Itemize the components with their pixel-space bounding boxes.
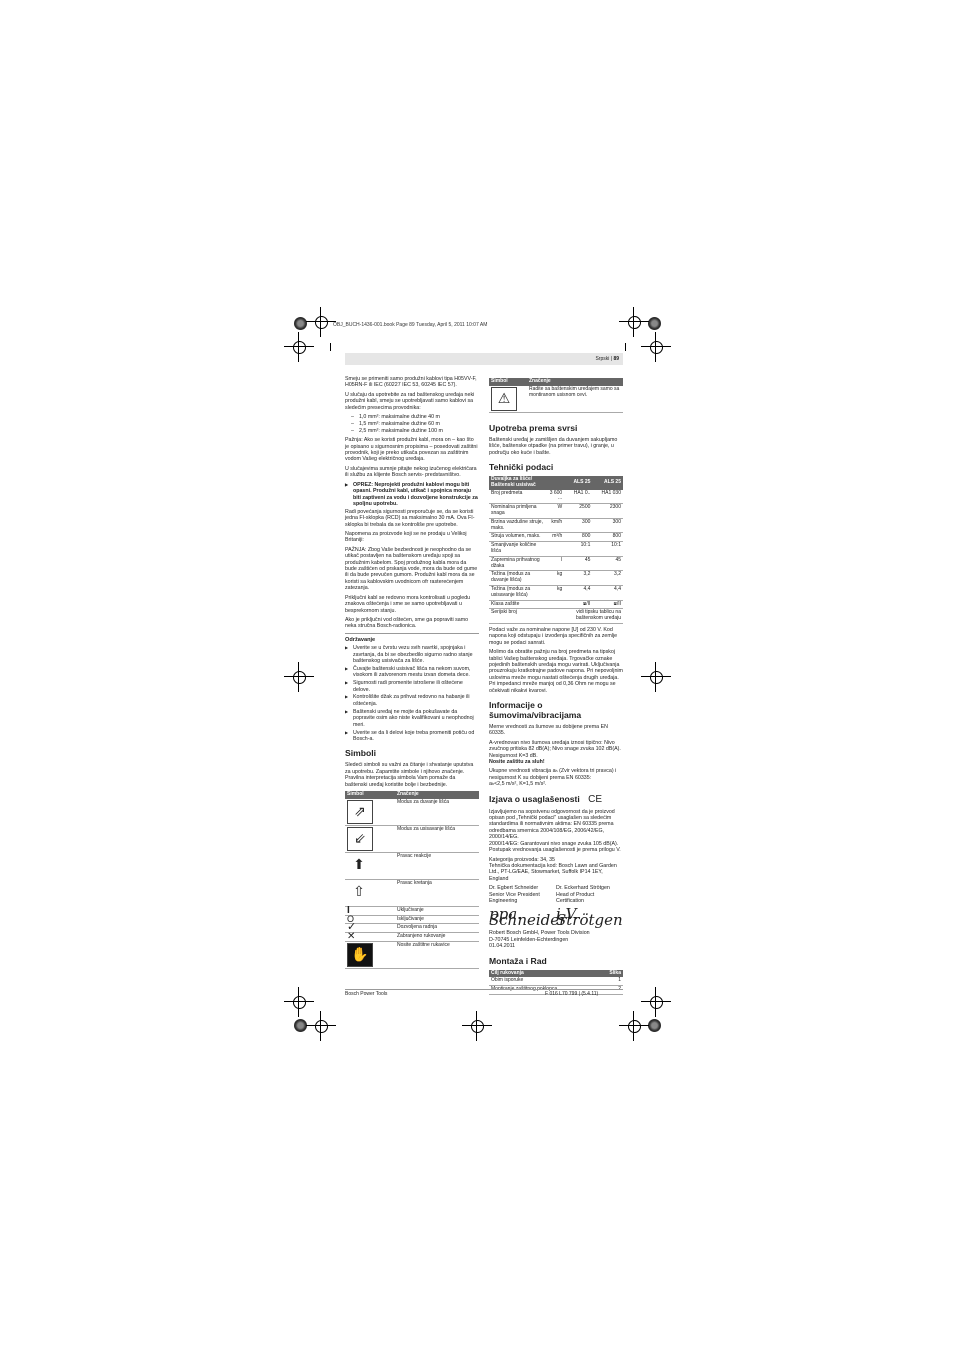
warning-item: ▶ OPREZ: Neprojekti produžni kablovi mogu biti opasni. Produžni kabl, utikač i spojnica moraju biti zaptiveni za vodu i dozvoljene konstrukcije za spoljnu upotrebu. [345,482,479,508]
tech-value: 800 [564,533,592,542]
col-header: Značenje [395,791,479,799]
symbols-intro: Sledeći simboli su važni za čitanje i shvatanje uputstva za upotrebu. Zapamtite simbole i njihovo značenje. Pravilna interpretacija simbola Vam pomaže da baštenski uređaj koristite bolje i bezbednije. [345,762,474,788]
conf-4: Tehnička dokumentacija kod: Bosch Lawn and Garden Ltd., PT-LG/EAE, Stowmarket, Suffolk IP14 1EY, England [489,862,617,882]
tech-value: 45 [592,556,623,571]
tech-value [546,542,564,557]
noise-title: Informacije o šumovima/vibracijama [489,700,582,721]
page-tab: Srpski | 89 [345,353,623,365]
mounted-pipes-icon: ⚠ [491,387,517,411]
signer-role: Senior Vice President [489,891,540,898]
trim-line-top [330,343,331,351]
tech-note-1: Podaci važe za nominalne napone [U] od 230 V. Kod napona koji odstupaju i izvođenja specifičnih za zemlje mogu se podaci sanrati. [489,626,618,646]
maint-item: ▶ Čuvajte baštenski usisivač lišća na nekom suvom, visokom ili zatvorenom mestu izvan dometa dece. [345,666,479,679]
symbol-meaning: Uključivanje [395,906,479,915]
tech-value: 3 600 ... [546,490,564,504]
signer-name: Dr. Eckerhard Strötgen [556,885,610,892]
signatures [489,904,623,930]
table-row [489,386,623,413]
symbol-meaning: Radite sa baštenskim uređajem samo sa montiranom usisnom cevi. [527,386,623,413]
conf-1: Izjavljujemo na sopstvenu odgovornost da je proizvod opisan pod „Tehnički podaci" usaglašen sa sledećim standardima ili normativnim aktima: EN 60335 prema odredbama smernica 2004/108/EG, 2006/42/EG, 2000/14/EG. [489,808,615,841]
tech-note-2: Molimo da obratite pažnju na broj predmeta na tipskoj tablici Vašeg baštenskog uređaja. Trgovačke oznake pojedinih baštenskih uređaja mogu varirati. Uključivanja prouzrokuju kratkotrajne padove napona. Pri nepovoljnim uslovima mreže mogu nastati oštećenja drugih uređaja. Pri impedanci mreže manjoj od 0,36 Ohm ne mogu se očekivati nikakvi kvarovi. [489,649,623,694]
reg-mark-side-tl [284,332,314,362]
use-text: Baštenski uređaj je zamišljen da duvanjem sakupljamo lišće, baštenske otpadke (na primer travu), i granje, u području oko kuće i bašte. [489,436,618,456]
tech-value [546,609,564,624]
tech-value: 2500 [564,504,592,519]
trim-line-top-r [625,343,626,351]
company-line: Robert Bosch GmbH, Power Tools Division [489,930,590,937]
wear-gloves-icon: ✋ [347,943,373,967]
cable-item: – 1,0 mm²: maksimalne dužine 40 m [345,414,479,420]
maint-item: ▶ Baštenski uređaj ne mojte da pokušavate da popravite osim ako niste kvalifikovani u neophodnoj meri. [345,709,479,728]
noise-5: aₕ<2,5 m/s², K=1,5 m/s². [489,781,547,788]
table-row [489,504,623,519]
para-7: Ako je priključni vod oštećen, sme ga popraviti samo neka stručna Bosch-radionica. [345,616,469,630]
company-line: 01.04.2011 [489,943,516,950]
table-row [489,571,623,586]
para-6: Priključni kabl se redovno mora kontrolisati u pogledu znakova oštećenja i sme se samo upotrebljavati u besprekornom stanju. [345,594,471,614]
symbols-title: Simboli [345,748,377,759]
table-row [345,906,479,915]
para-4: Napomena za proizvode koji se ne prodaju u Velikoj Britaniji: [345,531,467,544]
para-2: U slučajevima sumnje pitajte nekog izučenog električara ili službu za klijente Bosch servis- predstavništvo. [345,465,477,479]
symbols-table [345,791,479,969]
tech-value: HA1 0.. [564,490,592,504]
symbol-meaning: Dozvoljena radnja [395,924,479,933]
maintenance-title: Održavanje [345,636,376,643]
table-row [345,941,479,968]
tech-value: ⧈/II [592,600,623,609]
symbol-meaning: Pravac reakcije [395,852,479,879]
vacuum-mode-icon: ⇙ [347,827,373,851]
tech-value: 300 [564,518,592,533]
table-row [489,518,623,533]
signer-name: Dr. Egbert Schneider [489,885,539,892]
tech-value: km/h [546,518,564,533]
blow-mode-icon: ⇗ [347,800,373,824]
col-header: Značenje [527,378,623,386]
tech-value: 3,2 [592,571,623,586]
col-header: Simbol [345,791,395,799]
tech-value: 300 [592,518,623,533]
tech-label: Smanjivanje količine lišća [489,542,546,557]
table-row [489,585,623,600]
table-row [489,600,623,609]
signers [489,885,623,904]
tech-value: 4,4 [592,585,623,600]
table-row [489,977,623,985]
intro-1: Smeju se primeniti samo produžni kablovi tipa H05VV-F, H05RN-F ili IEC (60227 IEC 53, 60245 IEC 57). [345,376,477,389]
symbol-meaning: Pravac kretanja [395,879,479,906]
switch-on-icon: I [345,906,395,915]
tech-value: 2300 [592,504,623,519]
tech-title: Tehnički podaci [489,462,554,473]
left-column [345,376,479,969]
signature-2: i.V. Strötgen [556,904,623,930]
col-header: ALS 25 [592,476,623,490]
company-line: D-70745 Leinfelden-Echterdingen [489,936,569,943]
mount-figure [599,986,624,995]
tech-label: Zapremina prihvatnog džaka [489,556,546,571]
tech-value [546,600,564,609]
table-row [345,924,479,933]
signature-1: ppa. Schneider [489,904,567,930]
switch-off-icon: O [345,915,395,924]
maint-item: ▶ Uverite se u čvrstu vezu svih navrtki, spojnjaka i zavrtanja, da bi se obezbedilo sigurno radno stanje baštenskog usisivača za lišće. [345,645,479,664]
use-title: Upotreba prema svrsi [489,422,578,433]
tech-value: 45 [564,556,592,571]
tech-table [489,476,623,624]
table-row [345,852,479,879]
reg-dot-top-right [648,317,661,330]
reg-dot-bottom-right [648,1019,661,1032]
col-header [546,476,564,490]
tech-value: 10:1 [564,542,592,557]
col-header: Slika [599,970,624,978]
tech-value: vidi tipsku tablicu na baštenskom uređaju [564,609,623,624]
tech-value: 4,4 [564,585,592,600]
table-row [489,533,623,542]
tech-label: Težina (modus za duvanje lišća) [489,571,546,586]
tech-value: 10:1 [592,542,623,557]
allowed-icon: ✓ [345,924,395,933]
tech-label: Struja volumen, maks. [489,533,546,542]
symbol-meaning: Modus za duvanje lišća [395,799,479,826]
tech-label: Klasa zaštite [489,600,546,609]
cable-item: – 2,5 mm²: maksimalne dužine 100 m [345,428,479,434]
footer-left: Bosch Power Tools [345,991,388,997]
tech-value: kg [546,585,564,600]
signer-role: Head of Product [556,891,595,898]
col-header: ALS 25 [564,476,592,490]
company-address [489,930,623,949]
footer-rule [345,989,623,990]
tech-value: HA1 030 [592,490,623,504]
symbol-meaning: Nosite zaštitne rukavice [395,941,479,968]
table-row [345,825,479,852]
table-row [345,933,479,942]
table-row [489,556,623,571]
maint-item: ▶ Kontrolišite džak za prihvat redovno na habanje ili oštećenja. [345,694,479,707]
table-row [489,609,623,624]
table-row [345,799,479,826]
right-column [489,378,623,995]
conf-3: Kategorija proizvoda: 34, 35 [489,856,555,863]
page-number: 89 [613,356,619,362]
tech-value: 800 [592,533,623,542]
col-header: Duvaljka za lišće/ Baštenski usisivač [489,476,546,490]
table-row [489,542,623,557]
reg-mark-mr [641,662,671,692]
noise-3: Nosite zaštitu za sluh! [489,759,545,766]
reg-mark-ml [284,662,314,692]
cable-item: – 1,5 mm²: maksimalne dužine 60 m [345,421,479,427]
signer-dept: Certification [556,897,584,904]
maint-item: ▶ Sigurnosti radi promenite istrošene ili oštećene delove. [345,680,479,693]
reg-mark-side-br [641,987,671,1017]
para-1: Pažnja: Ako se koristi produžni kabl, mora on – kao što je opisano u sigurnosnim propisima – posedovati zaštitni provodnik, koji je preko utikača povezan sa zaštitnim vodom Vašeg električnog uređaja. [345,437,478,463]
symbol-meaning: Zabranjeno rukovanje [395,933,479,942]
tech-value: l [546,556,564,571]
noise-1: Merne vrednosti za šumove su dobijene prema EN 60335. [489,724,608,737]
col-header: Simbol [489,378,527,386]
footer-right: F 016 L70 799 | (5.4.11) [545,991,599,997]
reg-mark-bc [462,1011,492,1041]
conformity-title-text: Izjava o usaglašenosti [489,793,580,804]
tech-value: ⧈/II [564,600,592,609]
reaction-direction-icon: ⬆ [353,855,365,872]
tech-label: Serijski broj [489,609,546,624]
signer-1 [489,885,556,904]
intro-2: U slučaju da upotrebite za rad baštenskog uređaja neki produžni kabl, smeju se upotrebljavati samo kablovi sa sledećim presecima provodnika: [345,391,475,411]
symbol-meaning: Modus za usisavanje lišća [395,825,479,852]
signer-dept: Engineering [489,897,518,904]
reg-mark-side-bl [284,987,314,1017]
forbidden-icon: ✕ [345,933,395,942]
symbol-meaning: Isključivanje [395,915,479,924]
symbol-table-cont [489,378,623,413]
table-row [345,915,479,924]
noise-4: Ukupne vrednosti vibracija aₕ (Zvir vektora tri pravca) i nesigurnost K su dobijeni prema EN 60335: [489,768,617,781]
para-3: Radi povećanja sigurnosti preporučuje se, da se koristi jedna FI-sklopka (RCD) sa maksimalno 30 mA. Ova FI-sklopka bi trebala da se kontroliše pre upotrebe. [345,508,475,528]
tech-value: kg [546,571,564,586]
ce-mark-icon: CE [588,793,603,805]
tech-label: Težina (modus za usisavanje lišća) [489,585,546,600]
signer-2 [556,885,610,904]
para-5: PAŽNJA: Zbog Vaše bezbednosti je neophodno da se utikač postavljen na baštenskom uređaju spoji sa produžnim kabelom. Spoj produžnog kabla mora da bude zaštićen od prskanja vode, mora da bude od gume ili da bude prevučen gumom. Produžni kabl mora da se koristi sa kablovskim uvodnicom ofr rasterećenjem zatezanja. [345,546,478,592]
tech-label: Broj predmeta [489,490,546,504]
page-lang: Srpski [595,356,610,362]
table-row [345,879,479,906]
maint-item: ▶ Uverite se da li delovi koje treba promeniti potiču od Bosch-a. [345,730,479,743]
tech-label: Brzina vazdušne struje, maks. [489,518,546,533]
tech-value: 3,2 [564,571,592,586]
mount-action: Obim isporuke [489,977,599,985]
conformity-title [489,794,623,805]
divider [345,633,479,634]
tech-value: m³/h [546,533,564,542]
table-row [489,490,623,504]
mount-figure: 1 [599,977,624,985]
conf-2: 2000/14/EG: Garantovani nivo snage zvuka 105 dB(A). Postupak vrednovanja usaglašenosti je prema prilogu V. [489,840,621,854]
reg-mark-side-tr [641,332,671,362]
movement-direction-icon: ⇧ [353,882,365,899]
noise-2: A-vrednovan nivo šumova uređaja iznosi tipično: Nivo zvučnog pritiska 82 dB(A); Nivo snage zvuka 102 dB(A). Nesigurnost K=3 dB. [489,739,621,759]
tech-value: W [546,504,564,519]
print-header: OBJ_BUCH-1436-001.book Page 89 Tuesday, April 5, 2011 10:07 AM [333,322,488,328]
mount-title: Montaža i Rad [489,955,547,966]
cable-list [345,414,479,434]
col-header: Cilj rukovanja [489,970,599,978]
tech-label: Nominalna primljena snaga [489,504,546,519]
